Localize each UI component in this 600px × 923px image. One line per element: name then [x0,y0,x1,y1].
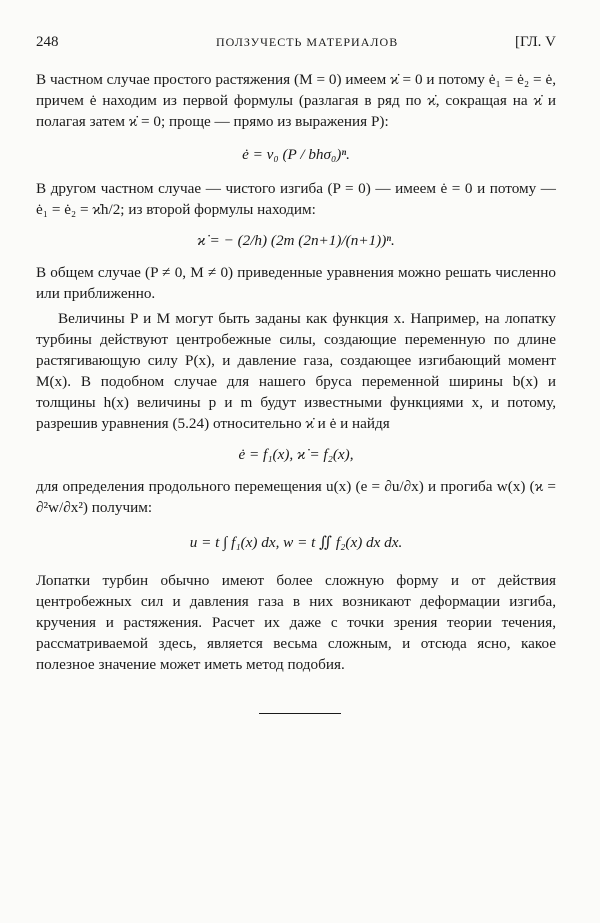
paragraph-general-case: В общем случае (P ≠ 0, M ≠ 0) приведенные уравнения можно решать численно или приближенно. [36,264,556,302]
page-number: 248 [36,34,59,50]
end-rule [259,713,341,714]
formula-integrals: u = t ∫ f₁(x) dx, w = t ∬ f₂(x) dx dx. [189,534,403,551]
chapter-label: [ГЛ. V [514,34,556,50]
page-header [36,34,556,58]
book-page [36,34,556,675]
paragraph-variable-loads: Величины P и M могут быть заданы как функция x. Например, на лопатку турбины действуют центробежные силы, создающие переменную по длине растягивающую силу P(x), и давление газа, создающее изгибающий момент M(x). В подобном случае для нашего бруса переменной ширины b(x) и толщины h(x) величины p и m будут известными функциями x, и потому, разрешив уравнения (5.24) относительно ϰ̇ и ė и найдя [36,310,556,432]
formula-e-dot: ė = v₀ (P / bhσ₀)ⁿ. [242,146,350,163]
formula-f1-f2: ė = f₁(x), ϰ̇ = f₂(x), [238,446,354,463]
paragraph-pure-bending: В другом частном случае — чистого изгиба (P = 0) — имеем ė = 0 и потому — ė₁ = ė₂ = ϰ̇h/2; из второй формулы находим: [36,180,556,218]
running-title: ПОЛЗУЧЕСТЬ МАТЕРИАЛОВ [216,35,399,49]
formula-kappa-dot: ϰ̇ = − (2/h) (2m (2n+1)/(n+1))ⁿ. [197,232,395,249]
paragraph-simple-tension: В частном случае простого растяжения (M = 0) имеем ϰ̇ = 0 и потому ė₁ = ė₂ = ė, причем ė находим из первой формулы (разлагая в ряд по ϰ̇, сокращая на ϰ̇ и полагая затем ϰ̇ = 0; проще — прямо из выражения P): [36,71,556,130]
paragraph-displacement: для определения продольного перемещения u(x) (e = ∂u/∂x) и прогиба w(x) (ϰ = ∂²w/∂x²) получим: [36,478,556,516]
paragraph-turbine-blades: Лопатки турбин обычно имеют более сложную форму и от действия центробежных сил и давления газа в них возникают деформации изгиба, кручения и растяжения. Расчет их даже с точки зрения теории течения, рассматриваемой здесь, является весьма сложным, и отсюда ясно, какое полезное значение может иметь метод подобия. [36,572,556,673]
